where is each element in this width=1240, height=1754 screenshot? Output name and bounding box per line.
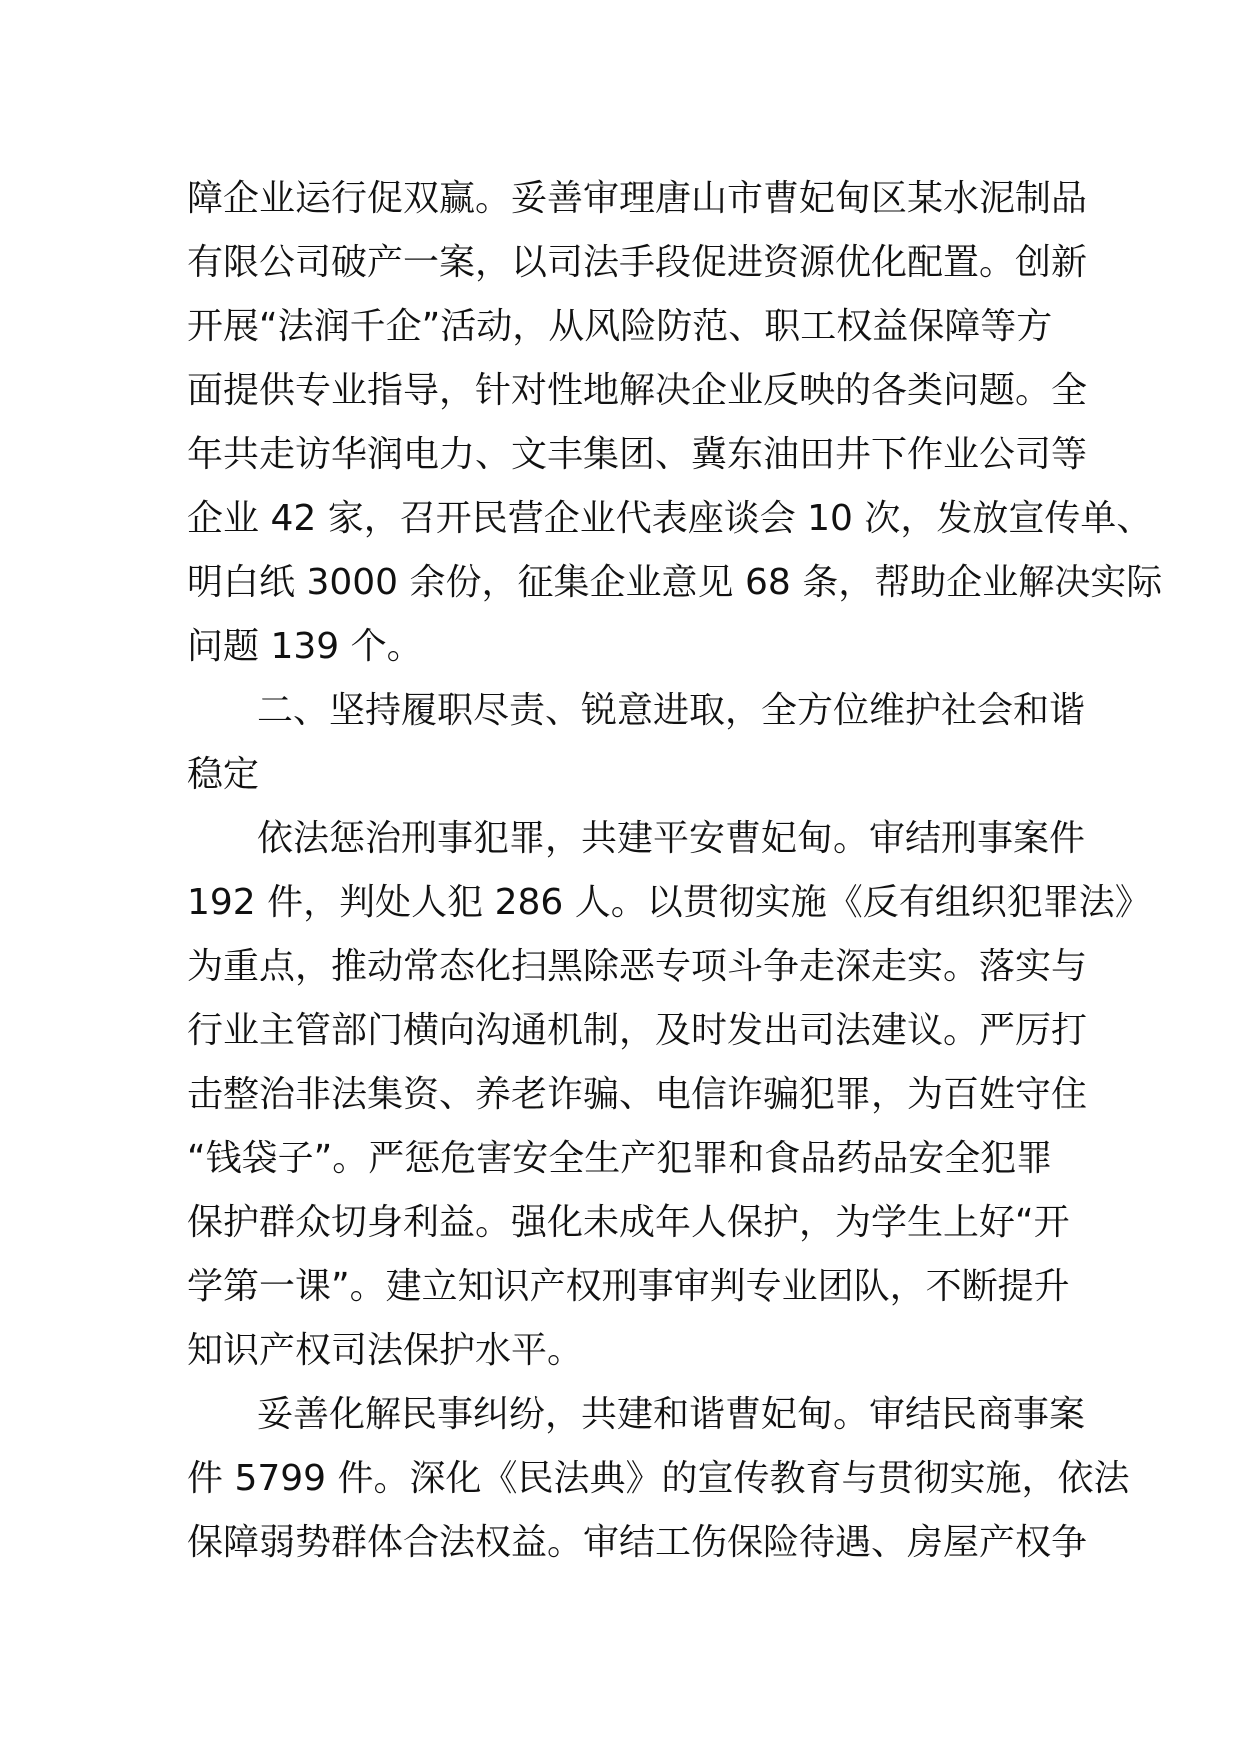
section-heading-continued: 稳定: [187, 754, 260, 795]
text-line: 障企业运行促双赢。妥善审理唐山市曹妃甸区某水泥制品: [187, 178, 1088, 219]
text-line: 有限公司破产一案，以司法手段促进资源优化配置。创新: [187, 242, 1088, 283]
text-line: 问题 139 个。: [187, 626, 423, 667]
text-line: “钱袋子”。严惩危害安全生产犯罪和食品药品安全犯罪: [187, 1138, 1053, 1179]
text-line: 知识产权司法保护水平。: [187, 1330, 584, 1371]
text-line: 件 5799 件。深化《民法典》的宣传教育与贯彻实施，依法: [187, 1458, 1130, 1499]
text-line: 保障弱势群体合法权益。审结工伤保险待遇、房屋产权争: [187, 1522, 1088, 1563]
text-line: 年共走访华润电力、文丰集团、冀东油田井下作业公司等: [187, 434, 1088, 475]
text-line: 保护群众切身利益。强化未成年人保护，为学生上好“开: [187, 1202, 1070, 1243]
text-line: 开展“法润千企”活动，从风险防范、职工权益保障等方: [187, 306, 1053, 347]
text-line: 妥善化解民事纠纷，共建和谐曹妃甸。审结民商事案: [257, 1394, 1086, 1435]
section-heading: 二、坚持履职尽责、锐意进取，全方位维护社会和谐: [257, 690, 1086, 731]
text-line: 依法惩治刑事犯罪，共建平安曹妃甸。审结刑事案件: [257, 818, 1086, 859]
text-line: 学第一课”。建立知识产权刑事审判专业团队，不断提升: [187, 1266, 1070, 1307]
document-body: [187, 167, 1163, 1575]
text-line: 击整治非法集资、养老诈骗、电信诈骗犯罪，为百姓守住: [187, 1074, 1088, 1115]
text-line: 企业 42 家，召开民营企业代表座谈会 10 次，发放宣传单、: [187, 498, 1153, 539]
text-line: 明白纸 3000 余份，征集企业意见 68 条，帮助企业解决实际: [187, 562, 1163, 603]
text-line: 行业主管部门横向沟通机制，及时发出司法建议。严厉打: [187, 1010, 1088, 1051]
text-line: 192 件，判处人犯 286 人。以贯彻实施《反有组织犯罪法》: [187, 882, 1151, 923]
text-line: 面提供专业指导，针对性地解决企业反映的各类问题。全: [187, 370, 1088, 411]
text-line: 为重点，推动常态化扫黑除恶专项斗争走深走实。落实与: [187, 946, 1088, 987]
